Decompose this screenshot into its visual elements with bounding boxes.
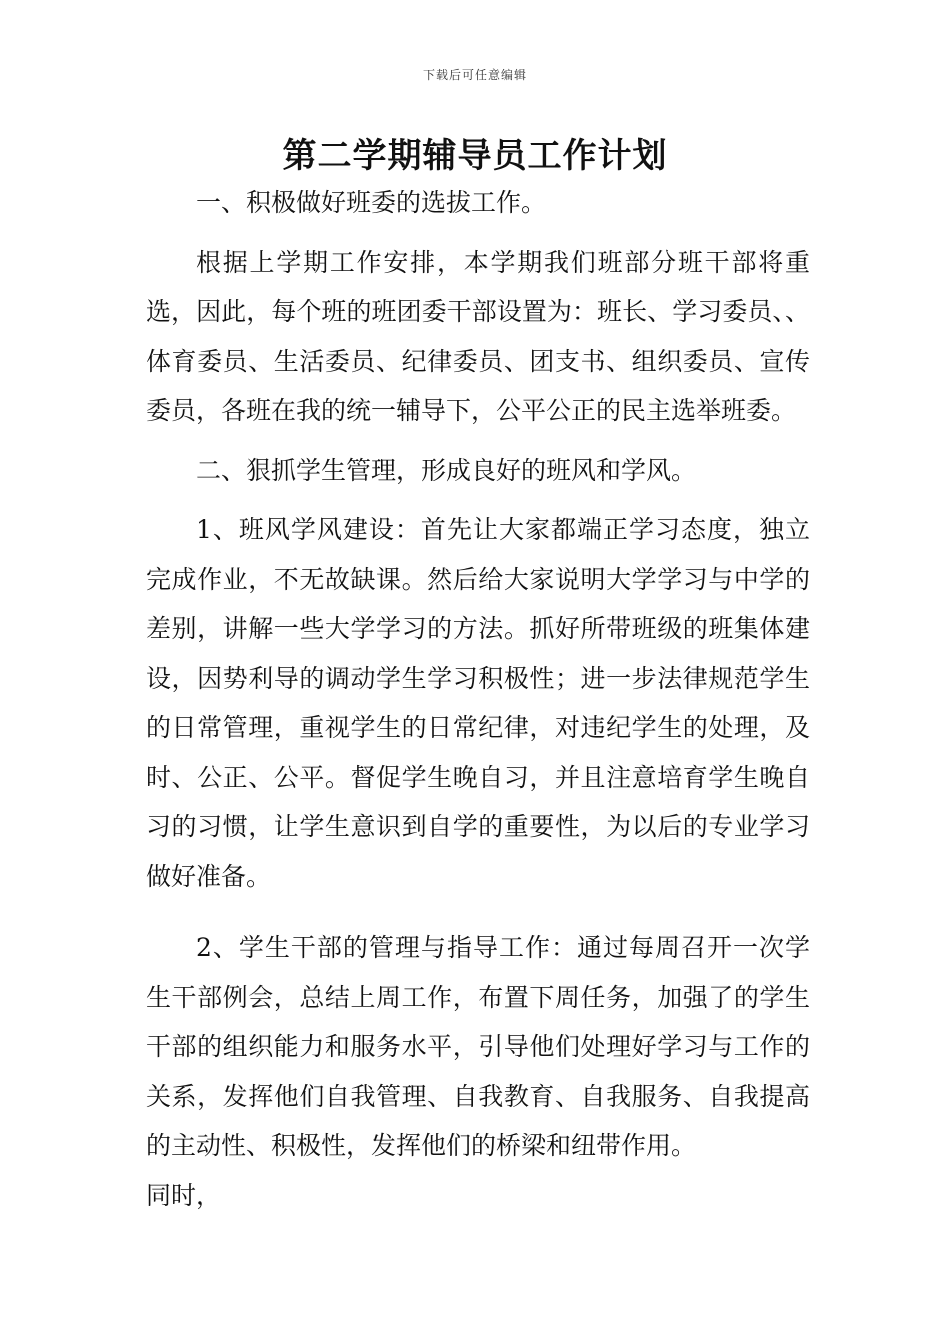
paragraph: 根据上学期工作安排，本学期我们班部分班干部将重选，因此，每个班的班团委干部设置为：班长、学习委员、、体育委员、生活委员、纪律委员、团支书、组织委员、宣传委员，各班在我的统一辅导下，公平公正的民主选举班委。 xyxy=(146,247,810,425)
section-heading-1: 一、积极做好班委的选拔工作。 xyxy=(196,188,547,217)
paragraph: 2、学生干部的管理与指导工作：通过每周召开一次学生干部例会，总结上周工作，布置下周任务，加强了的学生干部的组织能力和服务水平，引导他们处理好学习与工作的关系，发挥他们自我管理、自我教育、自我服务、自我提高的主动性、积极性，发挥他们的桥梁和纽带作用。 xyxy=(146,933,810,1160)
document-body xyxy=(146,178,810,1220)
paragraph: 1、班风学风建设：首先让大家都端正学习态度，独立完成作业，不无故缺课。然后给大家说明大学学习与中学的差别，讲解一些大学学习的方法。抓好所带班级的班集体建设，因势利导的调动学生学习积极性；进一步法律规范学生的日常管理，重视学生的日常纪律，对违纪学生的处理，及时、公正、公平。督促学生晚自习，并且注意培育学生晚自习的习惯，让学生意识到自学的重要性，为以后的专业学习做好准备。 xyxy=(146,515,810,891)
section-heading-2: 二、狠抓学生管理，形成良好的班风和学风。 xyxy=(196,455,697,485)
document-title: 第二学期辅导员工作计划 xyxy=(282,136,668,176)
header-note: 下载后可任意编辑 xyxy=(422,68,527,82)
paragraph: 同时， xyxy=(146,1180,222,1210)
